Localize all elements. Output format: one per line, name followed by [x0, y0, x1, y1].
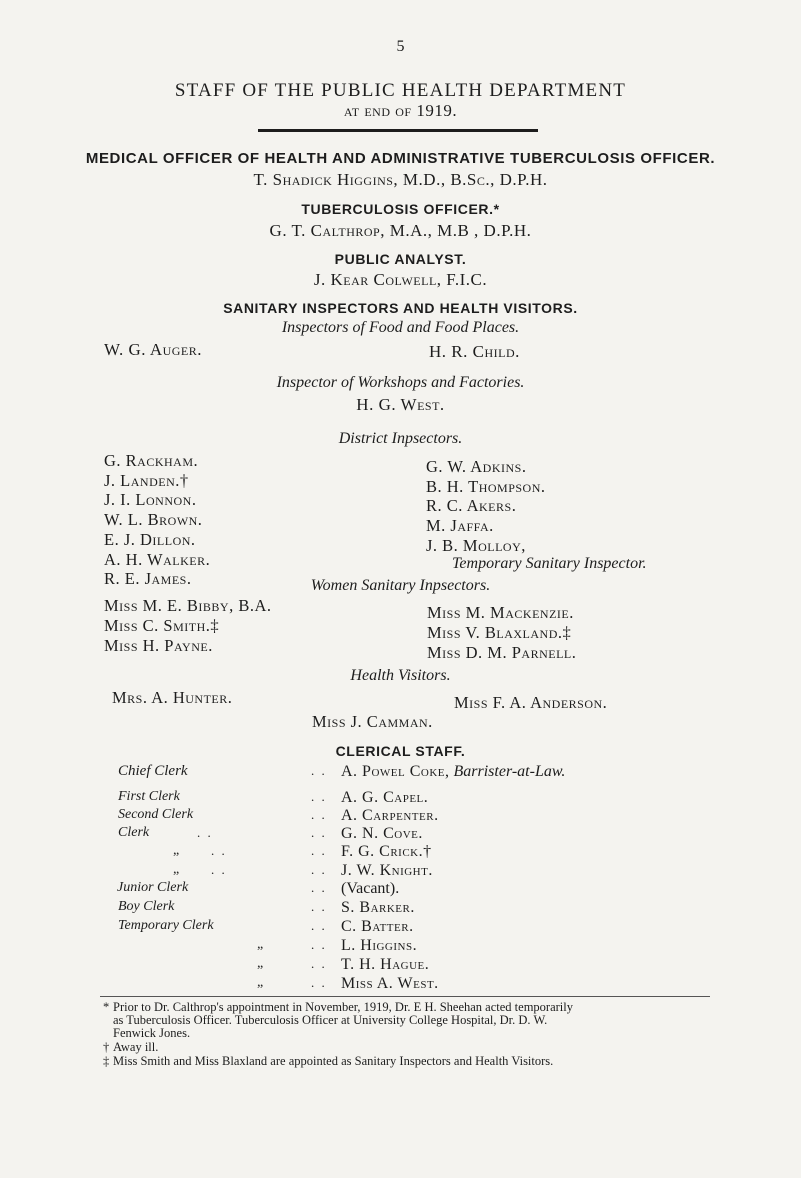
- list-item: J. Landen.†: [104, 470, 189, 490]
- food-heading: Inspectors of Food and Food Places.: [281, 319, 520, 336]
- moh-heading: MEDICAL OFFICER OF HEALTH AND ADMINISTRATIVE TUBERCULOSIS OFFICER.: [85, 150, 716, 167]
- list-item: B. H. Thompson.: [426, 476, 546, 496]
- clerical-name: S. Barker.: [341, 899, 415, 916]
- clerical-name: Miss A. West.: [341, 975, 439, 992]
- tb-heading: TUBERCULOSIS OFFICER.*: [301, 201, 500, 217]
- district-note: Temporary Sanitary Inspector.: [452, 555, 647, 572]
- clerical-role: Boy Clerk: [118, 899, 175, 914]
- clerical-name: A. Powel Coke,: [341, 763, 450, 780]
- list-item: E. J. Dillon.: [104, 529, 196, 549]
- clerical-role: Clerk: [118, 825, 150, 840]
- list-item: Miss C. Smith.‡: [104, 616, 220, 635]
- footnote-ddagger-text: Miss Smith and Miss Blaxland are appointed as Sanitary Inspectors and Health Visitors.: [113, 1054, 554, 1068]
- footnote-dagger-text: Away ill.: [113, 1040, 159, 1054]
- leader-dots: . .: [311, 763, 327, 778]
- clerical-heading: CLERICAL STAFF.: [335, 743, 466, 759]
- district-left-list: [104, 451, 210, 589]
- footnote-star-line2: as Tuberculosis Officer. Tuberculosis Officer at University College Hospital, Dr. D. W.: [113, 1013, 548, 1027]
- workshops-heading: Inspector of Workshops and Factories.: [276, 374, 525, 391]
- clerical-role: Chief Clerk: [118, 763, 188, 779]
- clerical-role: First Clerk: [118, 789, 180, 804]
- visitors-heading: Health Visitors.: [350, 667, 451, 684]
- visitors-right-name: Miss F. A. Anderson.: [454, 693, 608, 712]
- food-right-name: H. R. Child.: [429, 342, 520, 361]
- title-rule: [258, 129, 538, 132]
- visitors-left-name: Mrs. A. Hunter.: [112, 688, 233, 707]
- footnote-rule: [100, 996, 710, 997]
- leader-dots: . .: [311, 807, 327, 822]
- clerical-name: A. Carpenter.: [341, 807, 439, 824]
- clerical-role: „: [257, 956, 264, 971]
- leader-dots: . .: [211, 862, 227, 877]
- clerical-role: Second Clerk: [118, 807, 194, 822]
- list-item: A. H. Walker.: [104, 549, 211, 569]
- women-left-list: [104, 596, 272, 656]
- district-heading: District Inpsectors.: [338, 430, 463, 447]
- footnote-ddagger-mark: ‡: [103, 1054, 110, 1068]
- leader-dots: . .: [311, 975, 327, 990]
- clerical-role: „: [173, 843, 180, 858]
- clerical-name: L. Higgins.: [341, 937, 418, 954]
- tb-name: G. T. Calthrop, M.A., M.B , D.P.H.: [269, 221, 532, 240]
- leader-dots: . .: [311, 918, 327, 933]
- clerical-name-row: [341, 763, 565, 781]
- sanitary-heading: SANITARY INSPECTORS AND HEALTH VISITORS.: [223, 300, 578, 316]
- clerical-name: T. H. Hague.: [341, 956, 430, 973]
- clerical-name: A. G. Capel.: [341, 789, 429, 806]
- leader-dots: . .: [197, 825, 213, 840]
- clerical-name: J. W. Knight.: [341, 862, 433, 879]
- footnote-dagger-mark: †: [103, 1040, 110, 1054]
- leader-dots: . .: [311, 789, 327, 804]
- leader-dots: . .: [311, 843, 327, 858]
- list-item: G. Rackham.: [104, 451, 199, 470]
- list-item: J. I. Lonnon.: [104, 490, 197, 510]
- leader-dots: . .: [311, 862, 327, 877]
- list-item: R. C. Akers.: [426, 496, 517, 516]
- leader-dots: . .: [311, 956, 327, 971]
- food-left-name: W. G. Auger.: [104, 340, 203, 359]
- women-right-list: [427, 603, 576, 663]
- analyst-heading: PUBLIC ANALYST.: [334, 251, 467, 267]
- women-heading: Women Sanitary Inpsectors.: [310, 577, 491, 594]
- leader-dots: . .: [311, 825, 327, 840]
- clerical-name: G. N. Cove.: [341, 825, 423, 842]
- moh-name: T. Shadick Higgins, M.D., B.Sc., D.P.H.: [253, 170, 548, 189]
- list-item: W. L. Brown.: [104, 510, 203, 530]
- list-item: J. B. Molloy,: [426, 535, 526, 555]
- analyst-name: J. Kear Colwell, F.I.C.: [313, 270, 488, 289]
- clerical-role: „: [257, 975, 264, 990]
- clerical-name: F. G. Crick.†: [341, 843, 432, 860]
- list-item: Miss V. Blaxland.‡: [427, 623, 572, 642]
- footnote-star-line3: Fenwick Jones.: [113, 1026, 191, 1040]
- list-item: R. E. James.: [104, 569, 192, 589]
- footnote-star-line1: Prior to Dr. Calthrop's appointment in November, 1919, Dr. E H. Sheehan acted temporarily: [113, 1000, 573, 1014]
- page-subtitle: at end of 1919.: [343, 101, 458, 120]
- list-item: Miss M. E. Bibby, B.A.: [104, 596, 272, 615]
- leader-dots: . .: [311, 899, 327, 914]
- list-item: Miss M. Mackenzie.: [427, 603, 574, 622]
- footnote-star-mark: *: [103, 1000, 110, 1014]
- clerical-role: Temporary Clerk: [118, 918, 214, 933]
- workshops-name: H. G. West.: [356, 395, 445, 414]
- clerical-extra: Barrister-at-Law.: [453, 763, 566, 780]
- clerical-role: „: [173, 862, 180, 877]
- page-title: STAFF OF THE PUBLIC HEALTH DEPARTMENT: [174, 80, 627, 101]
- list-item: M. Jaffa.: [426, 516, 494, 536]
- leader-dots: . .: [211, 843, 227, 858]
- clerical-role: „: [257, 937, 264, 952]
- list-item: Miss D. M. Parnell.: [427, 643, 577, 662]
- list-item: Miss H. Payne.: [104, 636, 213, 655]
- clerical-role: Junior Clerk: [117, 880, 189, 895]
- leader-dots: . .: [311, 937, 327, 952]
- leader-dots: . .: [311, 880, 327, 895]
- page-number: 5: [396, 38, 405, 55]
- district-right-list: [426, 457, 546, 556]
- visitors-center-name: Miss J. Camman.: [312, 712, 433, 731]
- clerical-name: C. Batter.: [341, 918, 414, 935]
- list-item: G. W. Adkins.: [426, 457, 527, 476]
- clerical-name: (Vacant).: [341, 880, 400, 897]
